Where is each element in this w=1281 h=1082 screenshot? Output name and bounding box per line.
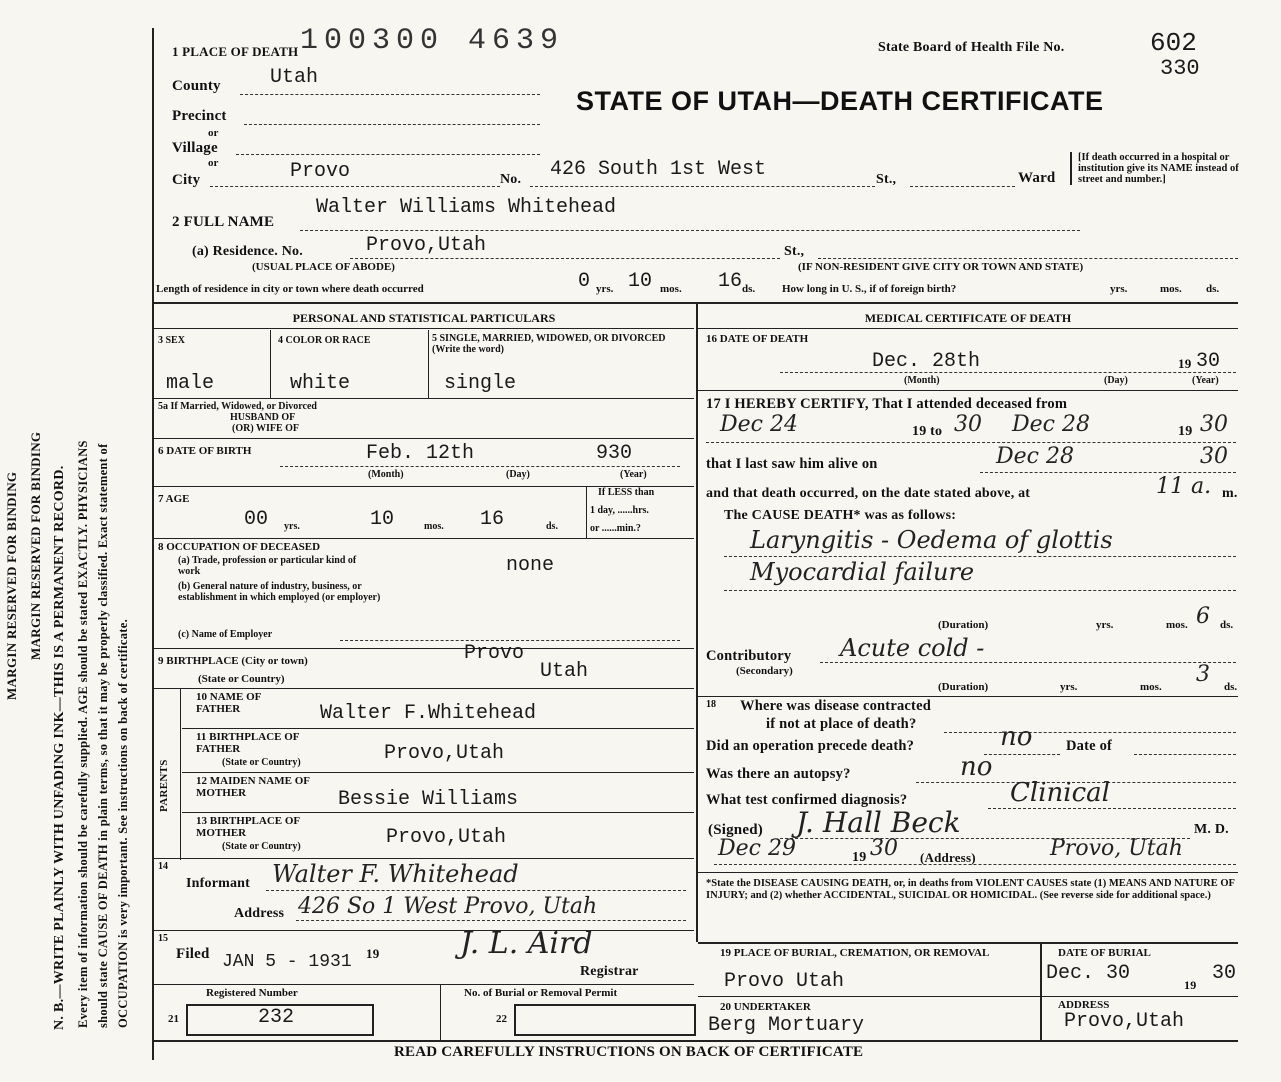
last-saw-year: 30 — [1200, 444, 1228, 469]
city-value: Provo — [290, 160, 351, 183]
state-or-country-label: (State or Country) — [222, 757, 301, 768]
registered-number: 232 — [258, 1006, 295, 1029]
burial-year: 30 — [1212, 962, 1237, 985]
day-label: (Day) — [506, 469, 530, 480]
spouse-label-3: (OR) WIFE OF — [232, 423, 300, 434]
residence-label: (a) Residence. No. — [192, 244, 303, 259]
dob-year: 930 — [596, 442, 633, 465]
contributory-label: Contributory — [706, 648, 792, 664]
burial-permit-box — [514, 1004, 696, 1036]
informant-address-label: Address — [234, 906, 285, 921]
state-file-number: 602 — [1150, 28, 1197, 58]
nineteen-label: 19 — [366, 946, 380, 961]
margin-binding-text-1: MARGIN RESERVED FOR BINDING — [4, 471, 19, 700]
burial-place-label: 19 PLACE OF BURIAL, CREMATION, OR REMOVAL — [720, 947, 990, 959]
attended-from: Dec 24 — [720, 412, 798, 437]
spouse-label-2: HUSBAND OF — [230, 412, 296, 423]
color-label: 4 COLOR OR RACE — [278, 335, 371, 346]
burial-date: Dec. 30 — [1046, 962, 1131, 985]
document-title: STATE OF UTAH—DEATH CERTIFICATE — [576, 86, 1104, 116]
instructions-line-3: should state CAUSE OF DEATH in plain terms, so that it may be properly classified. Exact statement of — [96, 443, 110, 1028]
county-value: Utah — [270, 66, 319, 89]
cause-note: *State the DISEASE CAUSING DEATH, or, in deaths from VIOLENT CAUSES state (1) MEANS AND NATURE OF INJURY; and (2) whether ACCIDENTAL, SUICIDAL OR HOMICIDAL. (See reverse side for additional space.) — [706, 878, 1235, 902]
mos-label: mos. — [1166, 619, 1188, 631]
mos-label: mos. — [424, 521, 444, 532]
ds-label: ds. — [1224, 681, 1238, 693]
age-yrs: 00 — [244, 508, 269, 531]
county-label: County — [172, 78, 221, 94]
burial-place: Provo Utah — [724, 970, 845, 993]
last-saw-date: Dec 28 — [996, 444, 1074, 469]
item-number: 14 — [158, 861, 168, 872]
occupation-a-label: (a) Trade, profession or particular kind of work — [178, 555, 357, 577]
ds-label: ds. — [742, 283, 756, 295]
occupation-value: none — [506, 554, 555, 577]
m-label: m. — [1222, 486, 1238, 501]
attended-to: Dec 28 — [1012, 412, 1090, 437]
undertaker-address-label: ADDRESS — [1058, 999, 1110, 1011]
death-time: 11 a. — [1156, 474, 1212, 499]
or-text: or — [208, 127, 219, 139]
instructions-line-4: OCCUPATION is very important. See instructions on back of certificate. — [116, 618, 130, 1028]
contributory-cause: Acute cold - — [840, 634, 985, 662]
nonresident-label: (IF NON-RESIDENT GIVE CITY OR TOWN AND STATE) — [798, 261, 1084, 273]
street-st-label: St., — [876, 172, 897, 187]
father-name: Walter F.Whitehead — [320, 702, 537, 725]
full-name-label: 2 FULL NAME — [172, 214, 275, 230]
operation-value: no — [1000, 722, 1033, 752]
day-label: (Day) — [1104, 375, 1128, 386]
attended-to-year: 30 — [1200, 412, 1228, 437]
instructions-line-2: Every item of information should be carefully supplied. AGE should be stated EXACTLY. PHYSICIANS — [76, 440, 90, 1028]
duration-label: (Duration) — [938, 619, 989, 631]
age-mos: 10 — [370, 508, 395, 531]
registrar-label: Registrar — [580, 964, 639, 979]
registered-number-label: Registered Number — [206, 987, 298, 999]
abode-label: (USUAL PLACE OF ABODE) — [252, 261, 395, 273]
serial-number: 100300 4639 — [300, 24, 565, 58]
physician-signature: J. Hall Beck — [796, 806, 961, 839]
occupation-b-label: (b) General nature of industry, business, or establishment in which employed (or employer) — [178, 581, 381, 603]
where-contracted-label: Where was disease contracted — [740, 698, 931, 714]
medical-header: MEDICAL CERTIFICATE OF DEATH — [864, 311, 1072, 325]
less-than-hrs: 1 day, ......hrs. — [590, 505, 649, 516]
cause-line-1: Laryngitis - Oedema of glottis — [750, 526, 1113, 554]
birthplace-city: Provo — [464, 642, 525, 665]
mos-label: mos. — [660, 283, 682, 295]
margin-binding-text-2: MARGIN RESERVED FOR BINDING — [28, 431, 43, 660]
marital-label: 5 SINGLE, MARRIED, WIDOWED, OR DIVORCED (Write the word) — [432, 333, 666, 355]
yrs-label: yrs. — [1096, 619, 1114, 631]
death-year: 30 — [1196, 350, 1221, 373]
informant-signature: Walter F. Whitehead — [272, 860, 519, 888]
father-birthplace: Provo,Utah — [384, 742, 505, 765]
item-number: 15 — [158, 933, 168, 944]
duration-ds: 6 — [1196, 604, 1210, 629]
state-file-number-2: 330 — [1160, 56, 1200, 81]
autopsy-value: no — [960, 752, 993, 782]
mother-name-label: 12 MAIDEN NAME OF MOTHER — [196, 775, 310, 799]
birthplace-label: 9 BIRTHPLACE (City or town) — [158, 655, 308, 667]
father-birthplace-label: 11 BIRTHPLACE OF FATHER — [196, 731, 300, 755]
undertaker-label: 20 UNDERTAKER — [720, 1001, 811, 1013]
item-number: 18 — [706, 699, 716, 710]
signed-date: Dec 29 — [718, 836, 796, 861]
year-label: (Year) — [620, 469, 647, 480]
father-name-label: 10 NAME OF FATHER — [196, 691, 261, 715]
length-yrs: 0 — [578, 270, 591, 293]
physician-address: Provo, Utah — [1050, 836, 1183, 861]
test-label: What test confirmed diagnosis? — [706, 792, 908, 808]
ward-label: Ward — [1018, 170, 1056, 186]
where-contracted-label-2: if not at place of death? — [766, 716, 917, 732]
operation-label: Did an operation precede death? — [706, 738, 915, 754]
filed-label: Filed — [176, 946, 210, 962]
signed-label: (Signed) — [708, 822, 763, 838]
or-text: or — [208, 157, 219, 169]
cause-line-2: Myocardial failure — [750, 558, 975, 586]
burial-date-label: DATE OF BURIAL — [1058, 947, 1151, 959]
autopsy-label: Was there an autopsy? — [706, 766, 851, 782]
undertaker-address: Provo,Utah — [1064, 1010, 1185, 1033]
state-file-label: State Board of Health File No. — [878, 40, 1065, 55]
yrs-label: yrs. — [284, 521, 300, 532]
place-of-death-label: 1 PLACE OF DEATH — [172, 44, 299, 59]
nineteen-label: 19 — [1178, 356, 1192, 371]
city-label: City — [172, 172, 201, 188]
precinct-label: Precinct — [172, 108, 227, 124]
date-of-label: Date of — [1066, 738, 1113, 754]
signed-year: 30 — [870, 836, 898, 861]
street-no-label: No. — [500, 172, 522, 187]
hospital-note: [If death occurred in a hospital or institution give its NAME instead of street and number.] — [1070, 152, 1248, 185]
street-value: 426 South 1st West — [550, 158, 767, 181]
date-of-death-label: 16 DATE OF DEATH — [706, 333, 809, 345]
contributory-duration-ds: 3 — [1196, 662, 1210, 687]
nineteen-label: 19 — [1178, 424, 1193, 439]
sex-value: male — [166, 372, 215, 395]
length-residence-label: Length of residence in city or town where death occurred — [156, 283, 424, 295]
ds-label: ds. — [1220, 619, 1234, 631]
duration-label: (Duration) — [938, 681, 989, 693]
informant-address: 426 So 1 West Provo, Utah — [298, 894, 598, 919]
yrs-label: yrs. — [1060, 681, 1078, 693]
village-label: Village — [172, 140, 218, 156]
test-value: Clinical — [1010, 778, 1110, 808]
marital-value: single — [444, 372, 517, 395]
employer-label: (c) Name of Employer — [178, 629, 273, 640]
instructions-line-1: N. B.—WRITE PLAINLY WITH UNFADING INK—THIS IS A PERMANENT RECORD. — [52, 465, 67, 1030]
attended-from-year: 30 — [954, 412, 982, 437]
month-label: (Month) — [904, 375, 940, 386]
ds-label: ds. — [546, 521, 558, 532]
sex-label: 3 SEX — [158, 335, 185, 346]
year-label: (Year) — [1192, 375, 1219, 386]
personal-header: PERSONAL AND STATISTICAL PARTICULARS — [292, 311, 556, 325]
less-than-label: If LESS than — [598, 487, 655, 498]
parents-label: PARENTS — [158, 759, 170, 812]
item-number: 21 — [168, 1013, 179, 1025]
occupation-label: 8 OCCUPATION OF DECEASED — [158, 541, 321, 553]
item-number: 22 — [496, 1013, 507, 1025]
to-label: 19 to — [912, 424, 943, 439]
state-or-country-label: (State or Country) — [222, 841, 301, 852]
ds-label: ds. — [1206, 283, 1220, 295]
residence-value: Provo,Utah — [366, 234, 487, 257]
nineteen-label: 19 — [852, 850, 867, 865]
us-residence-label: How long in U. S., if of foreign birth? — [782, 283, 957, 295]
mother-birthplace-label: 13 BIRTHPLACE OF MOTHER — [196, 815, 300, 839]
secondary-label: (Secondary) — [736, 665, 793, 677]
undertaker: Berg Mortuary — [708, 1014, 865, 1037]
registrar-signature: J. L. Aird — [460, 926, 593, 961]
informant-label: Informant — [186, 876, 251, 891]
month-label: (Month) — [368, 469, 404, 480]
length-mos: 10 — [628, 270, 653, 293]
burial-permit-label: No. of Burial or Removal Permit — [464, 987, 618, 999]
birthplace-state: Utah — [540, 660, 589, 683]
color-value: white — [290, 372, 351, 395]
nineteen-label: 19 — [1184, 978, 1197, 992]
dob-label: 6 DATE OF BIRTH — [158, 445, 252, 457]
yrs-label: yrs. — [596, 283, 614, 295]
birthplace-state-label: (State or Country) — [198, 673, 285, 685]
yrs-label: yrs. — [1110, 283, 1128, 295]
mother-name: Bessie Williams — [338, 788, 519, 811]
spouse-label: 5a If Married, Widowed, or Divorced — [158, 401, 317, 412]
certify-label: 17 I HEREBY CERTIFY, That I attended deceased from — [706, 396, 1068, 412]
mos-label: mos. — [1140, 681, 1162, 693]
age-label: 7 AGE — [158, 493, 190, 505]
residence-st-label: St., — [784, 244, 805, 259]
age-ds: 16 — [480, 508, 505, 531]
occurred-label: and that death occurred, on the date stated above, at — [706, 486, 1031, 501]
length-ds: 16 — [718, 270, 743, 293]
address-label: (Address) — [920, 850, 976, 865]
mother-birthplace: Provo,Utah — [386, 826, 507, 849]
less-than-min: or ......min.? — [590, 523, 641, 534]
dob-value: Feb. 12th — [366, 442, 475, 465]
md-label: M. D. — [1194, 822, 1229, 837]
date-of-death: Dec. 28th — [872, 350, 981, 373]
footer-instructions: READ CAREFULLY INSTRUCTIONS ON BACK OF CERTIFICATE — [394, 1044, 864, 1060]
mos-label: mos. — [1160, 283, 1182, 295]
cause-label: The CAUSE DEATH* was as follows: — [724, 508, 957, 523]
full-name-value: Walter Williams Whitehead — [316, 196, 617, 219]
last-saw-label: that I last saw him alive on — [706, 456, 878, 472]
filed-date-stamp: JAN 5 - 1931 — [222, 952, 352, 972]
